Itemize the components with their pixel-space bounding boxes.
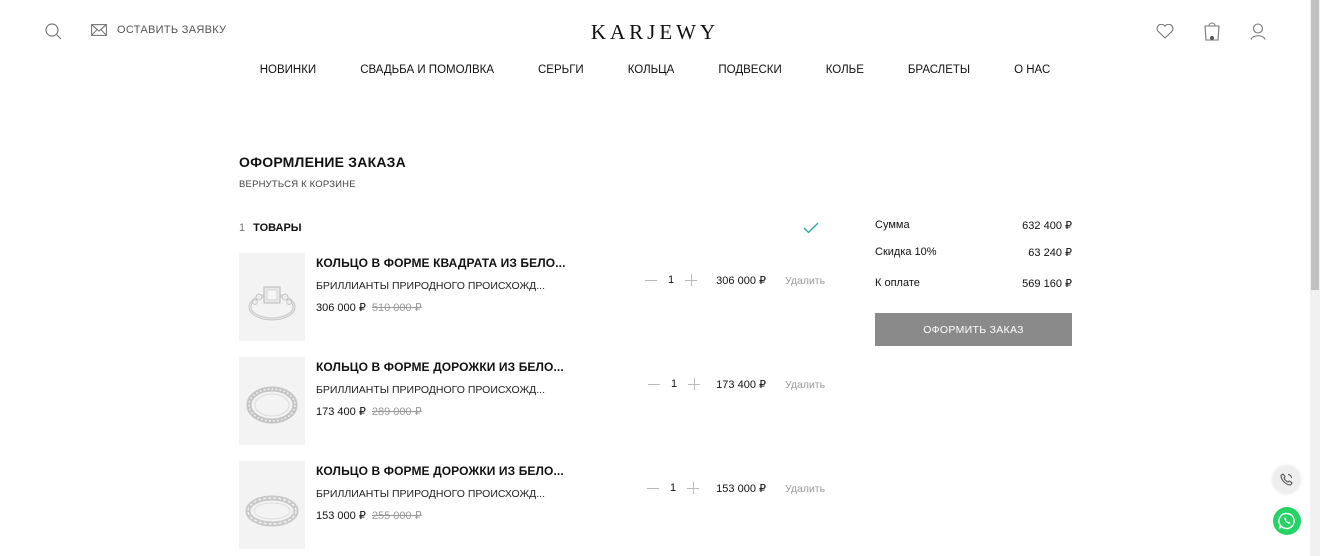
nav-item-new[interactable]: НОВИНКИ xyxy=(259,64,317,76)
checkmark-icon xyxy=(803,222,819,234)
page-title: ОФОРМЛЕНИЕ ЗАКАЗА xyxy=(239,154,406,170)
favorites-button[interactable] xyxy=(1155,22,1175,40)
product-subtitle: БРИЛЛИАНТЫ ПРИРОДНОГО ПРОИСХОЖД... xyxy=(316,384,546,396)
product-title[interactable]: КОЛЬЦО В ФОРМЕ КВАДРАТА ИЗ БЕЛО... xyxy=(316,256,566,270)
nav-item-necklaces[interactable]: КОЛЬЕ xyxy=(825,64,864,76)
cart-item xyxy=(239,253,839,341)
remove-item-button[interactable]: Удалить xyxy=(785,379,826,391)
nav-item-earrings[interactable]: СЕРЬГИ xyxy=(538,64,584,76)
heart-icon xyxy=(1156,24,1174,39)
quantity-stepper xyxy=(647,377,701,391)
current-price: 153 000 ₽ xyxy=(316,510,366,522)
current-price: 173 400 ₽ xyxy=(316,406,366,418)
summary-discount-row xyxy=(875,246,1072,259)
section-header-products xyxy=(239,222,302,234)
quantity-value: 1 xyxy=(667,274,675,286)
product-image[interactable] xyxy=(239,461,305,549)
increase-qty-button[interactable] xyxy=(686,481,700,495)
main-nav xyxy=(0,64,1310,76)
product-image[interactable] xyxy=(239,253,305,341)
quantity-stepper xyxy=(646,481,700,495)
decrease-qty-button[interactable] xyxy=(647,377,661,391)
old-price: 289 000 ₽ xyxy=(371,406,422,418)
quantity-value: 1 xyxy=(670,378,678,390)
logo[interactable]: KARJEWY xyxy=(590,20,720,44)
user-icon xyxy=(1250,23,1266,40)
whatsapp-button[interactable] xyxy=(1273,507,1301,535)
discount-label: Скидка 10% xyxy=(875,246,937,258)
nav-item-wedding[interactable]: СВАДЬБА И ПОМОЛВКА xyxy=(360,64,494,76)
product-subtitle: БРИЛЛИАНТЫ ПРИРОДНОГО ПРОИСХОЖД... xyxy=(316,280,546,292)
leave-request-label: ОСТАВИТЬ ЗАЯВКУ xyxy=(117,24,227,36)
remove-item-button[interactable]: Удалить xyxy=(785,483,826,495)
ring-band-icon xyxy=(244,371,300,431)
product-price xyxy=(316,405,422,418)
decrease-qty-button[interactable] xyxy=(644,273,658,287)
quantity-value: 1 xyxy=(669,482,677,494)
product-price xyxy=(316,509,422,522)
scrollbar-thumb[interactable] xyxy=(1311,0,1319,290)
bag-icon xyxy=(1203,21,1221,41)
nav-item-pendants[interactable]: ПОДВЕСКИ xyxy=(718,64,782,76)
whatsapp-icon xyxy=(1278,512,1296,530)
callback-button[interactable] xyxy=(1273,466,1300,493)
pay-value: 569 160 ₽ xyxy=(1022,278,1072,290)
cart-item xyxy=(239,461,839,549)
nav-item-about[interactable]: О НАС xyxy=(1014,64,1051,76)
discount-value: 63 240 ₽ xyxy=(1028,247,1072,259)
section-number: 1 xyxy=(239,222,246,234)
product-title[interactable]: КОЛЬЦО В ФОРМЕ ДОРОЖКИ ИЗ БЕЛО... xyxy=(316,360,564,374)
current-price: 306 000 ₽ xyxy=(316,302,366,314)
old-price: 255 000 ₽ xyxy=(371,510,422,522)
product-title[interactable]: КОЛЬЦО В ФОРМЕ ДОРОЖКИ ИЗ БЕЛО... xyxy=(316,464,564,478)
sum-value: 632 400 ₽ xyxy=(1022,220,1072,232)
increase-qty-button[interactable] xyxy=(684,273,698,287)
phone-icon xyxy=(1280,473,1293,486)
product-price xyxy=(316,301,422,314)
line-total: 173 400 ₽ xyxy=(716,379,766,391)
nav-item-bracelets[interactable]: БРАСЛЕТЫ xyxy=(907,64,971,76)
place-order-button[interactable]: ОФОРМИТЬ ЗАКАЗ xyxy=(875,313,1072,346)
ring-square-icon xyxy=(244,267,300,327)
line-total: 306 000 ₽ xyxy=(716,275,766,287)
section-name: ТОВАРЫ xyxy=(253,222,302,234)
page-scrollbar[interactable] xyxy=(1310,0,1320,556)
old-price: 510 000 ₽ xyxy=(371,302,422,314)
remove-item-button[interactable]: Удалить xyxy=(785,275,826,287)
summary-pay-row xyxy=(875,277,1072,290)
product-subtitle: БРИЛЛИАНТЫ ПРИРОДНОГО ПРОИСХОЖД... xyxy=(316,488,546,500)
cart-button[interactable] xyxy=(1202,20,1222,42)
summary-sum-row xyxy=(875,219,1072,232)
decrease-qty-button[interactable] xyxy=(646,481,660,495)
back-to-cart-link[interactable]: ВЕРНУТЬСЯ К КОРЗИНЕ xyxy=(239,179,356,190)
nav-item-rings[interactable]: КОЛЬЦА xyxy=(627,64,675,76)
pay-label: К оплате xyxy=(875,277,920,289)
sum-label: Сумма xyxy=(875,219,910,231)
line-total: 153 000 ₽ xyxy=(716,483,766,495)
ring-band-icon xyxy=(244,475,300,535)
product-image[interactable] xyxy=(239,357,305,445)
quantity-stepper xyxy=(644,273,698,287)
cart-item xyxy=(239,357,839,445)
account-button[interactable] xyxy=(1248,22,1268,40)
